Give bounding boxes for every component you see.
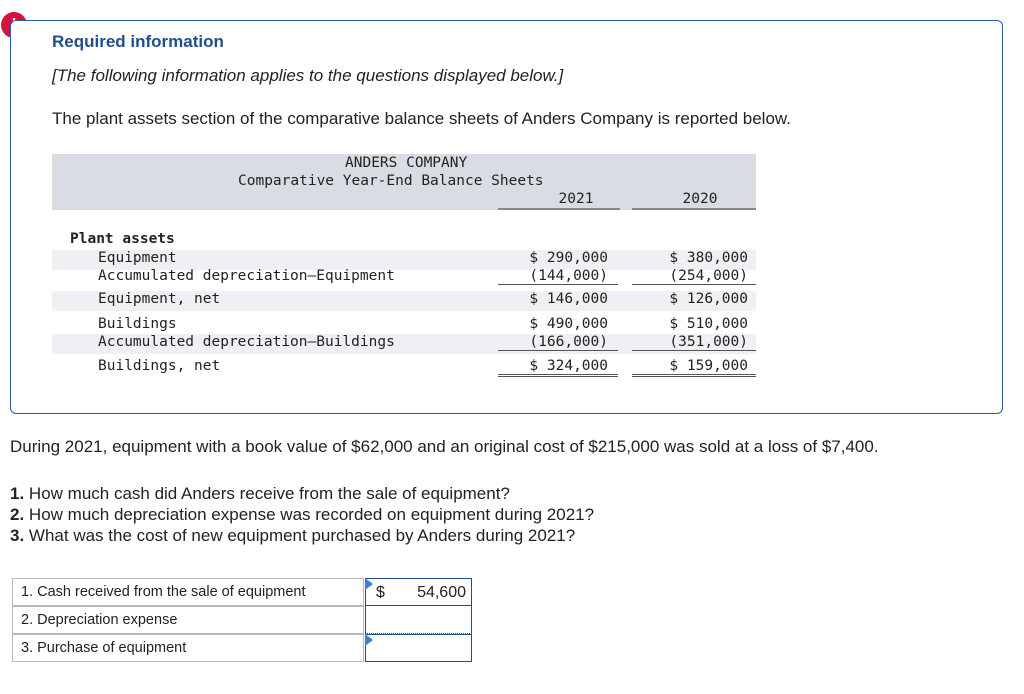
required-info-subtitle: [The following information applies to the questions displayed below.] — [52, 66, 564, 85]
question-text: How much depreciation expense was recorded on equipment during 2021? — [28, 505, 595, 524]
purchase-equipment-input[interactable] — [365, 634, 472, 662]
input-flag-icon — [365, 578, 373, 590]
table-row — [52, 358, 756, 378]
balance-sheet-table — [52, 154, 756, 380]
row-label: Equipment — [98, 250, 177, 266]
value-2021: $ 324,000 — [498, 358, 618, 377]
sale-description: During 2021, equipment with a book value of $62,000 and an original cost of $215,000 was sold at a loss of $7,400. — [10, 437, 879, 456]
company-name: ANDERS COMPANY — [345, 155, 468, 171]
row-label: Accumulated depreciation—Equipment — [98, 268, 395, 284]
value-2020: (254,000) — [632, 268, 756, 285]
cash-received-input[interactable] — [365, 578, 472, 606]
table-row — [52, 250, 756, 270]
header-underline — [632, 208, 756, 210]
question-number: 1. — [10, 484, 25, 503]
header-underline — [498, 208, 620, 210]
required-info-intro: The plant assets section of the comparative balance sheets of Anders Company is reported below. — [52, 109, 791, 128]
question-item — [10, 504, 594, 525]
row-label: Buildings, net — [98, 358, 221, 374]
value-2021: (144,000) — [498, 268, 618, 285]
question-number: 2. — [10, 505, 25, 524]
answer-row — [12, 578, 364, 606]
table-row — [52, 316, 756, 336]
value-2020: $ 380,000 — [669, 250, 748, 266]
row-label: Equipment, net — [98, 291, 221, 307]
input-flag-icon — [365, 634, 373, 646]
currency-symbol: $ — [376, 584, 385, 601]
year-2021-header: 2021 — [558, 191, 594, 207]
required-info-title: Required information — [52, 32, 224, 51]
value-2021: $ 146,000 — [529, 291, 608, 307]
value-2021: $ 290,000 — [529, 250, 608, 266]
question-number: 3. — [10, 526, 25, 545]
balance-sheet-title: Comparative Year-End Balance Sheets — [238, 173, 544, 189]
value-2021: $ 490,000 — [529, 316, 608, 332]
question-text: What was the cost of new equipment purchased by Anders during 2021? — [28, 526, 576, 545]
table-row — [52, 291, 756, 311]
question-text: How much cash did Anders receive from the sale of equipment? — [28, 484, 510, 503]
answer-value: 54,600 — [417, 584, 466, 601]
value-2020: $ 159,000 — [632, 358, 756, 377]
table-row — [52, 268, 756, 288]
question-item — [10, 483, 594, 504]
value-2020: $ 126,000 — [669, 291, 748, 307]
year-2020-header: 2020 — [682, 191, 718, 207]
answer-label: 1. Cash received from the sale of equipment — [21, 584, 306, 600]
row-label: Accumulated depreciation—Buildings — [98, 334, 395, 350]
answer-label: 3. Purchase of equipment — [21, 640, 187, 656]
value-2021: (166,000) — [498, 334, 618, 351]
question-item — [10, 525, 594, 546]
answer-row — [12, 634, 364, 662]
table-row — [52, 334, 756, 354]
question-list — [10, 483, 594, 546]
row-label: Buildings — [98, 316, 177, 332]
value-2020: (351,000) — [632, 334, 756, 351]
answer-label: 2. Depreciation expense — [21, 612, 178, 628]
value-2020: $ 510,000 — [669, 316, 748, 332]
section-label: Plant assets — [70, 231, 175, 247]
depreciation-expense-input[interactable] — [365, 606, 472, 634]
answer-row — [12, 606, 364, 634]
